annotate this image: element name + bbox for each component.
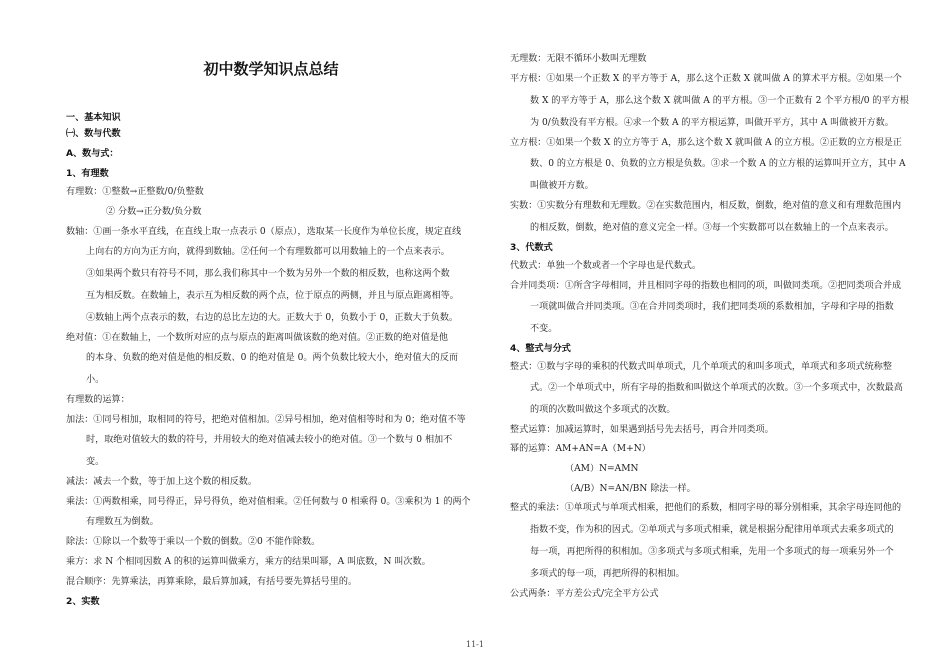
text-line: 合并同类项：①所含字母相同，并且相同字母的指数也相同的项，叫做同类项。②把同类项合并成: [510, 281, 902, 291]
text-line: 的相反数，倒数，绝对值的意义完全一样。③每一个实数都可以在数轴上的一个点来表示。: [530, 223, 894, 233]
text-line: 数 X 的平方等于 A，那么这个数 X 就叫做 A 的平方根。③一个正数有 2 个平方根/0 的平方根: [530, 96, 909, 106]
section-heading: ㈠、数与代数: [66, 129, 121, 139]
text-line: 小。: [86, 375, 105, 385]
text-line: 代数式：单独一个数或者一个字母也是代数式。: [510, 261, 701, 271]
text-line: 有理数的运算：: [66, 395, 130, 405]
text-line: 幂的运算：AM+AN=A（M+N）: [510, 444, 651, 454]
text-line: 数轴：①画一条水平直线，在直线上取一点表示 0（原点），选取某一长度作为单位长度，规定直线: [66, 227, 462, 237]
text-line: 整式的乘法：①单项式与单项式相乘，把他们的系数，相同字母的幂分别相乘，其余字母连同他的: [510, 503, 902, 513]
text-line: 有理数：①整数→正整数/0/负整数: [66, 187, 204, 197]
text-line: 乘法：①两数相乘，同号得正，异号得负，绝对值相乘。②任何数与 0 相乘得 0。③乘积为 1 的两个: [66, 497, 471, 507]
section-heading: A、数与式：: [66, 149, 119, 159]
text-line: ② 分数→正分数/负分数: [106, 207, 202, 217]
text-line: 整式：①数与字母的乘积的代数式叫单项式，几个单项式的和叫多项式，单项式和多项式统称整: [510, 362, 892, 372]
text-line: 上向右的方向为正方向，就得到数轴。②任何一个有理数都可以用数轴上的一个点来表示。: [86, 247, 450, 257]
text-line: 叫做被开方数。: [530, 181, 594, 191]
text-line: 多项式的每一项，再把所得的积相加。: [530, 569, 685, 579]
text-line: 减法：减去一个数，等于加上这个数的相反数。: [66, 477, 257, 487]
text-line: 为 0/负数没有平方根。④求一个数 A 的平方根运算，叫做开平方，其中 A 叫做被开方数。: [530, 118, 894, 128]
text-line: 变。: [86, 457, 105, 467]
text-line: 有理数互为倒数。: [86, 517, 159, 527]
text-line: 乘方：求 N 个相同因数 A 的积的运算叫做乘方，乘方的结果叫幂，A 叫底数，N 叫次数。: [66, 557, 431, 567]
text-line: 式。②一个单项式中，所有字母的指数和叫做这个单项式的次数。③一个多项式中，次数最高: [530, 383, 903, 393]
section-heading: 3、代数式: [510, 243, 553, 253]
text-line: 整式运算：加减运算时，如果遇到括号先去括号，再合并同类项。: [510, 425, 774, 435]
text-line: 绝对值：①在数轴上，一个数所对应的点与原点的距离叫做该数的绝对值。②正数的绝对值是他: [66, 333, 448, 343]
section-heading: 2、实数: [66, 597, 100, 607]
text-line: 不变。: [530, 324, 558, 334]
text-line: ③如果两个数只有符号不同，那么我们称其中一个数为另外一个数的相反数，也称这两个数: [86, 269, 450, 279]
section-heading: 1、有理数: [66, 169, 109, 179]
text-line: 一项就叫做合并同类项。③在合并同类项时，我们把同类项的系数相加，字母和字母的指数: [530, 302, 894, 312]
text-line: 实数：①实数分有理数和无理数。②在实数范围内，相反数，倒数，绝对值的意义和有理数范围内: [510, 201, 902, 211]
document-title: 初中数学知识点总结: [203, 60, 339, 78]
text-line: 加法：①同号相加，取相同的符号，把绝对值相加。②异号相加，绝对值相等时和为 0；绝对值不等: [66, 415, 466, 425]
text-line: 互为相反数。在数轴上，表示互为相反数的两个点，位于原点的两侧，并且与原点距离相等。: [86, 291, 459, 301]
section-heading: 4、整式与分式: [510, 344, 571, 354]
text-line: 时，取绝对值较大的数的符号，并用较大的绝对值减去较小的绝对值。③一个数与 0 相加不: [86, 435, 453, 445]
text-line: 除法：①除以一个数等于乘以一个数的倒数。②0 不能作除数。: [66, 537, 321, 547]
text-line: （AM）N=AMN: [565, 464, 639, 474]
text-line: 的本身、负数的绝对值是他的相反数、0 的绝对值是 0。两个负数比较大小，绝对值大的反而: [86, 353, 459, 363]
text-line: （A/B）N=AN/BN 除法一样。: [565, 484, 696, 494]
text-line: 公式两条：平方差公式/完全平方公式: [510, 589, 659, 599]
section-heading: 一、基本知识: [66, 113, 121, 123]
page-number: 11-1: [466, 640, 484, 649]
text-line: 平方根：①如果一个正数 X 的平方等于 A，那么这个正数 X 就叫做 A 的算术平方根。②如果一个: [510, 74, 902, 84]
text-line: 的项的次数叫做这个多项式的次数。: [530, 405, 676, 415]
text-line: 无理数：无限不循环小数叫无理数: [510, 54, 647, 64]
text-line: 立方根：①如果一个数 X 的立方等于 A，那么这个数 X 就叫做 A 的立方根。②正数的立方根是正: [510, 138, 902, 148]
text-line: ④数轴上两个点表示的数，右边的总比左边的大。正数大于 0，负数小于 0，正数大于负数。: [86, 313, 459, 323]
text-line: 数、0 的立方根是 0、负数的立方根是负数。③求一个数 A 的立方根的运算叫开立方，其中 A: [530, 159, 906, 169]
text-line: 指数不变，作为积的因式。②单项式与多项式相乘，就是根据分配律用单项式去乘多项式的: [530, 525, 894, 535]
text-line: 每一项，再把所得的积相加。③多项式与多项式相乘，先用一个多项式的每一项乘另外一个: [530, 547, 894, 557]
text-line: 混合顺序：先算乘法，再算乘除，最后算加减，有括号要先算括号里的。: [66, 577, 358, 587]
